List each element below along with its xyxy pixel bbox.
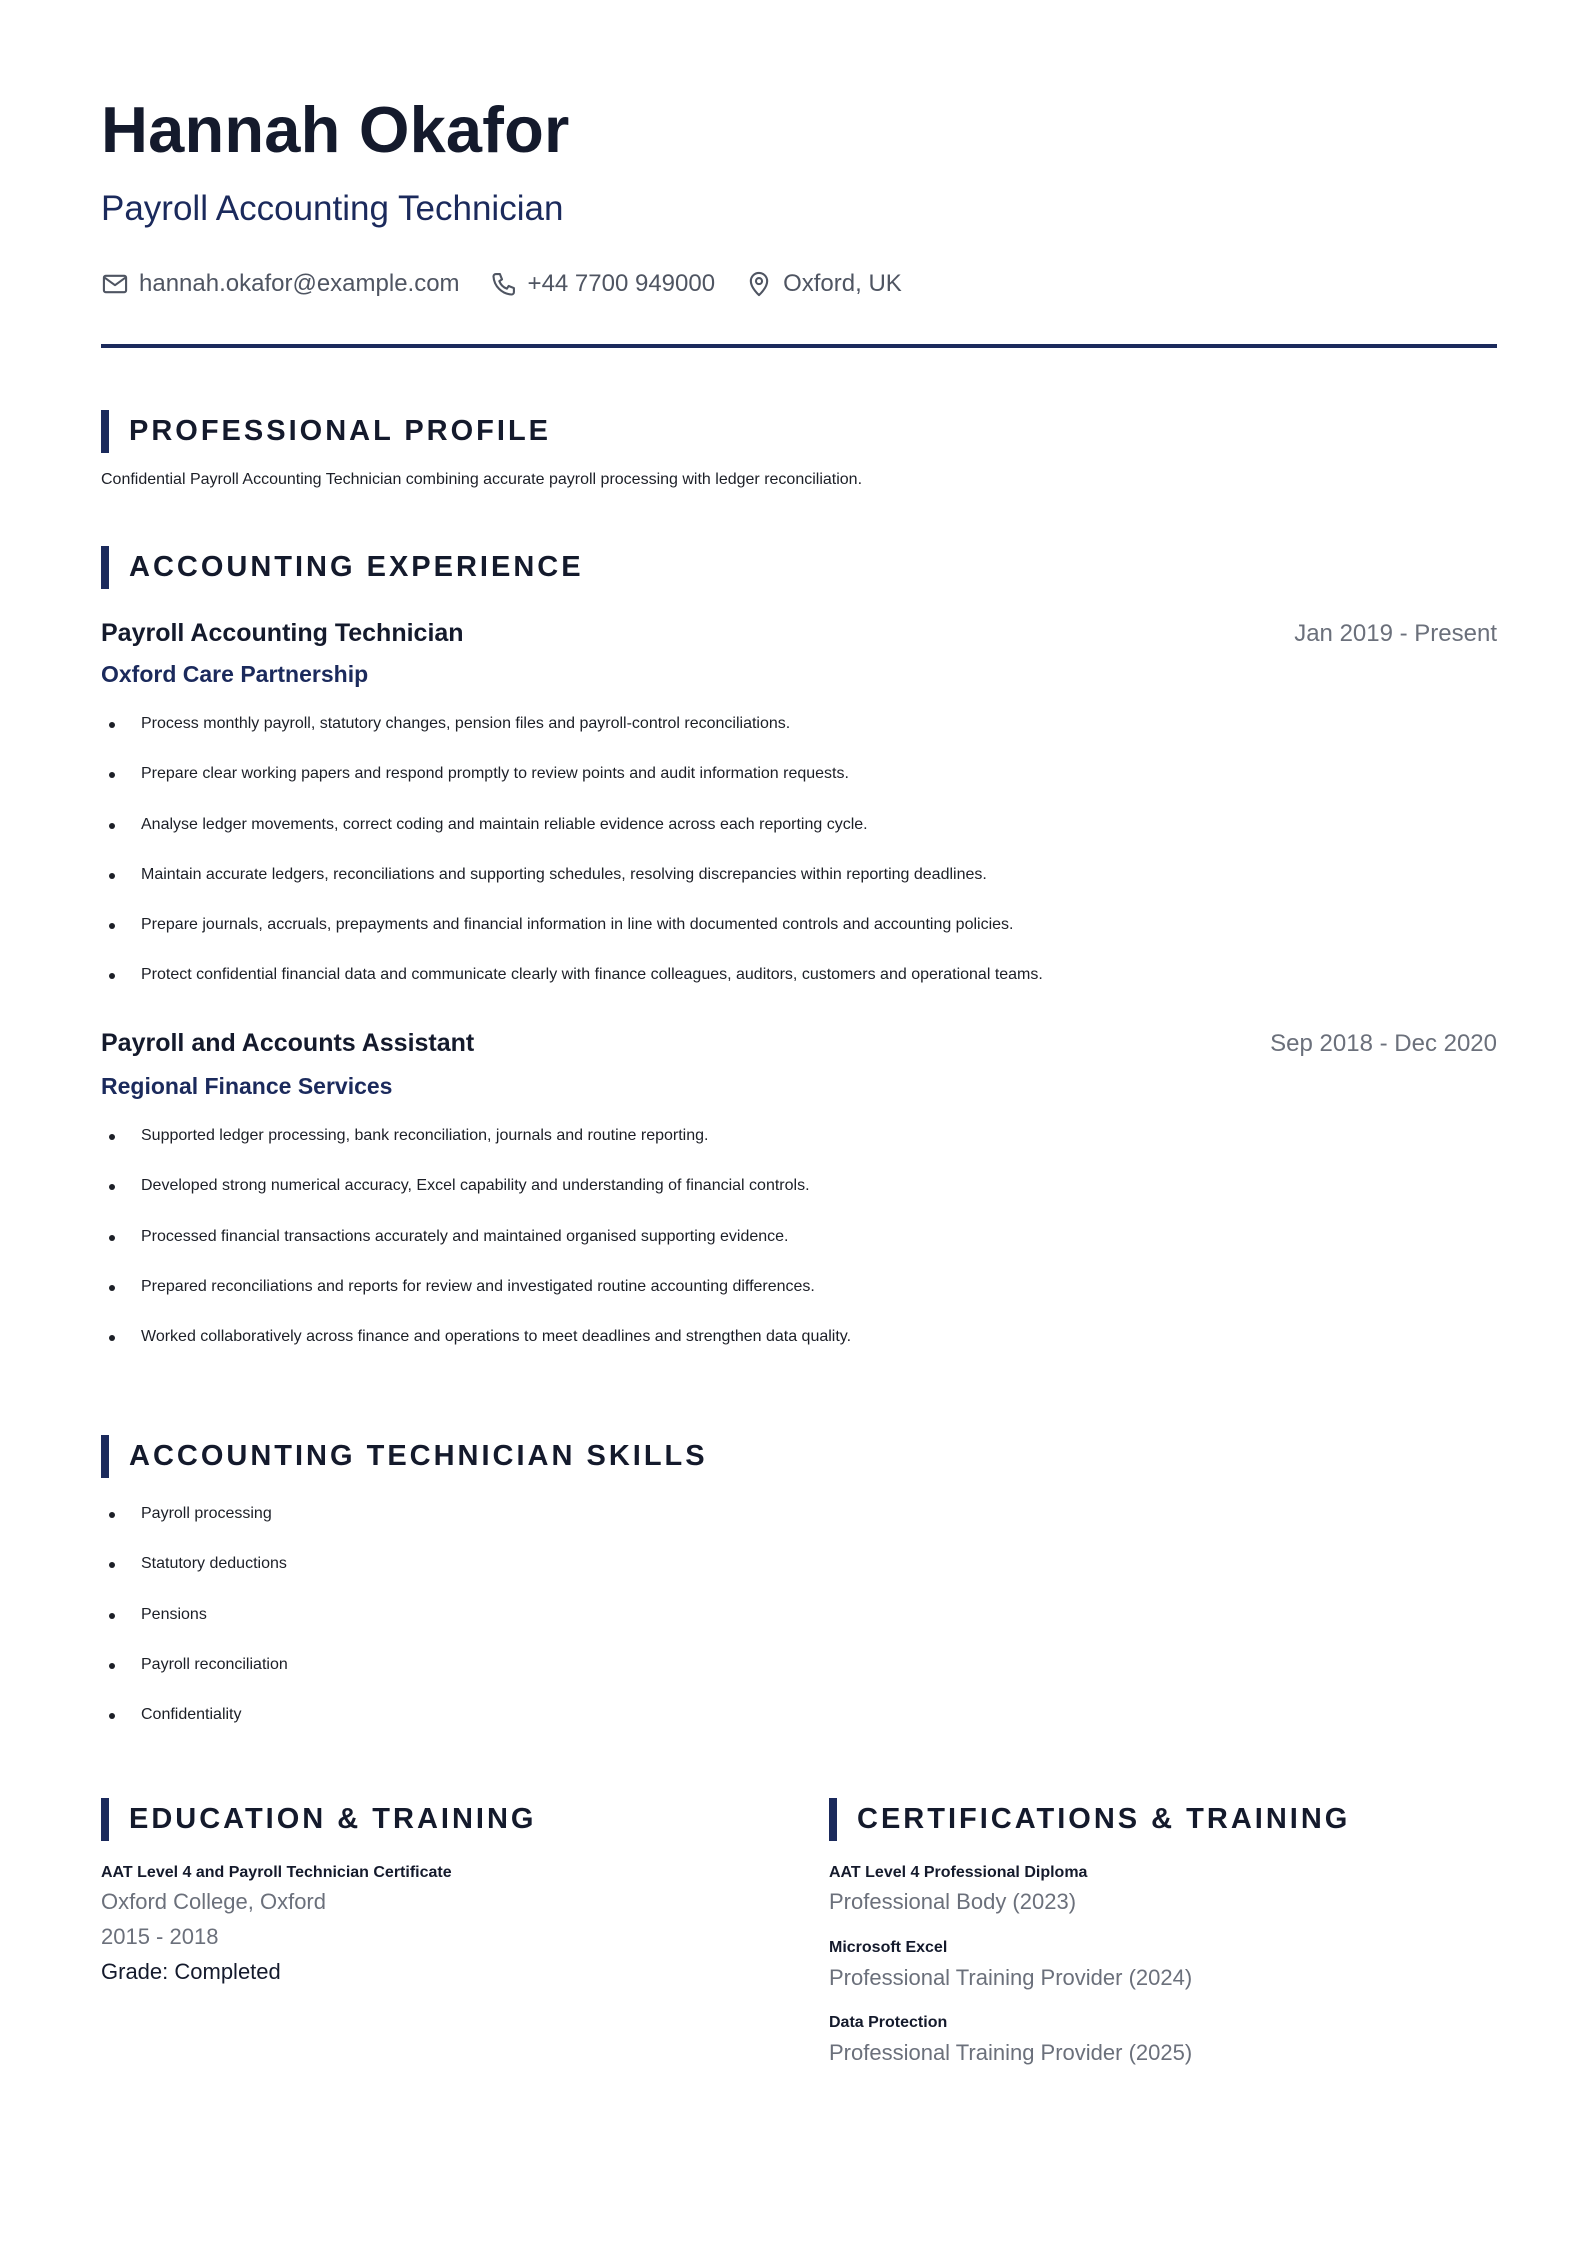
contact-row bbox=[101, 270, 902, 298]
list-item: Payroll reconciliation bbox=[101, 1655, 801, 1705]
education-heading bbox=[101, 1798, 536, 1841]
location-pin-icon bbox=[745, 270, 773, 298]
job-dates: Jan 2019 - Present bbox=[1294, 620, 1497, 647]
skills-heading bbox=[101, 1435, 708, 1478]
experience-heading-text: ACCOUNTING EXPERIENCE bbox=[129, 551, 584, 583]
list-item: Pensions bbox=[101, 1605, 801, 1655]
job-title: Payroll and Accounts Assistant bbox=[101, 1029, 475, 1057]
certification-name: Data Protection bbox=[829, 2014, 948, 2031]
profile-text: Confidential Payroll Accounting Technician combining accurate payroll processing with ledger reconciliation. bbox=[101, 471, 863, 488]
list-item: Protect confidential financial data and communicate clearly with finance colleagues, auditors, customers and operational teams. bbox=[101, 965, 1497, 1015]
profile-heading-text: PROFESSIONAL PROFILE bbox=[129, 415, 552, 447]
heading-accent-bar bbox=[101, 546, 109, 589]
certifications-heading-text: CERTIFICATIONS & TRAINING bbox=[857, 1803, 1351, 1835]
job-title: Payroll Accounting Technician bbox=[101, 619, 464, 647]
list-item: Analyse ledger movements, correct coding and maintain reliable evidence across each reporting cycle. bbox=[101, 815, 1497, 865]
education-heading-text: EDUCATION & TRAINING bbox=[129, 1803, 537, 1835]
contact-location bbox=[745, 270, 902, 298]
certification-name: Microsoft Excel bbox=[829, 1939, 948, 1956]
job-company: Regional Finance Services bbox=[101, 1073, 393, 1099]
skills-list bbox=[101, 1504, 801, 1755]
certification-issuer: Professional Training Provider (2024) bbox=[829, 1965, 1193, 1990]
list-item: Prepare clear working papers and respond promptly to review points and audit information requests. bbox=[101, 764, 1497, 814]
education-qualification: AAT Level 4 and Payroll Technician Certificate bbox=[101, 1864, 452, 1881]
education-grade: Grade: Completed bbox=[101, 1959, 281, 1984]
mail-icon bbox=[101, 270, 129, 298]
list-item: Confidentiality bbox=[101, 1705, 801, 1755]
certifications-heading bbox=[829, 1798, 1350, 1841]
heading-accent-bar bbox=[101, 410, 109, 453]
certification-issuer: Professional Body (2023) bbox=[829, 1889, 1077, 1914]
list-item: Prepared reconciliations and reports for review and investigated routine accounting differences. bbox=[101, 1277, 1497, 1327]
job-dates: Sep 2018 - Dec 2020 bbox=[1270, 1030, 1497, 1057]
list-item: Statutory deductions bbox=[101, 1554, 801, 1604]
list-item: Supported ledger processing, bank reconciliation, journals and routine reporting. bbox=[101, 1126, 1497, 1176]
education-institution: Oxford College, Oxford bbox=[101, 1889, 326, 1914]
header-divider bbox=[101, 344, 1497, 348]
list-item: Payroll processing bbox=[101, 1504, 801, 1554]
profile-heading bbox=[101, 410, 551, 453]
education-years: 2015 - 2018 bbox=[101, 1924, 219, 1949]
list-item: Processed financial transactions accurately and maintained organised supporting evidence. bbox=[101, 1227, 1497, 1277]
job-bullets bbox=[101, 714, 1497, 1016]
location-text: Oxford, UK bbox=[783, 270, 902, 297]
candidate-name: Hannah Okafor bbox=[101, 93, 570, 166]
certification-name: AAT Level 4 Professional Diploma bbox=[829, 1864, 1088, 1881]
heading-accent-bar bbox=[101, 1435, 109, 1478]
heading-accent-bar bbox=[101, 1798, 109, 1841]
skills-heading-text: ACCOUNTING TECHNICIAN SKILLS bbox=[129, 1440, 708, 1472]
list-item: Process monthly payroll, statutory changes, pension files and payroll-control reconciliations. bbox=[101, 714, 1497, 764]
experience-heading bbox=[101, 546, 584, 589]
list-item: Worked collaboratively across finance and operations to meet deadlines and strengthen data quality. bbox=[101, 1327, 1497, 1377]
job-bullets bbox=[101, 1126, 1497, 1377]
certification-issuer: Professional Training Provider (2025) bbox=[829, 2040, 1193, 2065]
job-company: Oxford Care Partnership bbox=[101, 661, 369, 687]
candidate-role: Payroll Accounting Technician bbox=[101, 189, 564, 228]
phone-icon bbox=[490, 270, 518, 298]
phone-text: +44 7700 949000 bbox=[527, 270, 716, 297]
heading-accent-bar bbox=[829, 1798, 837, 1841]
contact-email[interactable] bbox=[101, 270, 460, 298]
contact-phone[interactable] bbox=[490, 270, 716, 298]
list-item: Maintain accurate ledgers, reconciliations and supporting schedules, resolving discrepancies within reporting deadlines. bbox=[101, 865, 1497, 915]
email-text: hannah.okafor@example.com bbox=[139, 270, 460, 297]
list-item: Developed strong numerical accuracy, Excel capability and understanding of financial controls. bbox=[101, 1176, 1497, 1226]
list-item: Prepare journals, accruals, prepayments and financial information in line with documented controls and accounting policies. bbox=[101, 915, 1497, 965]
